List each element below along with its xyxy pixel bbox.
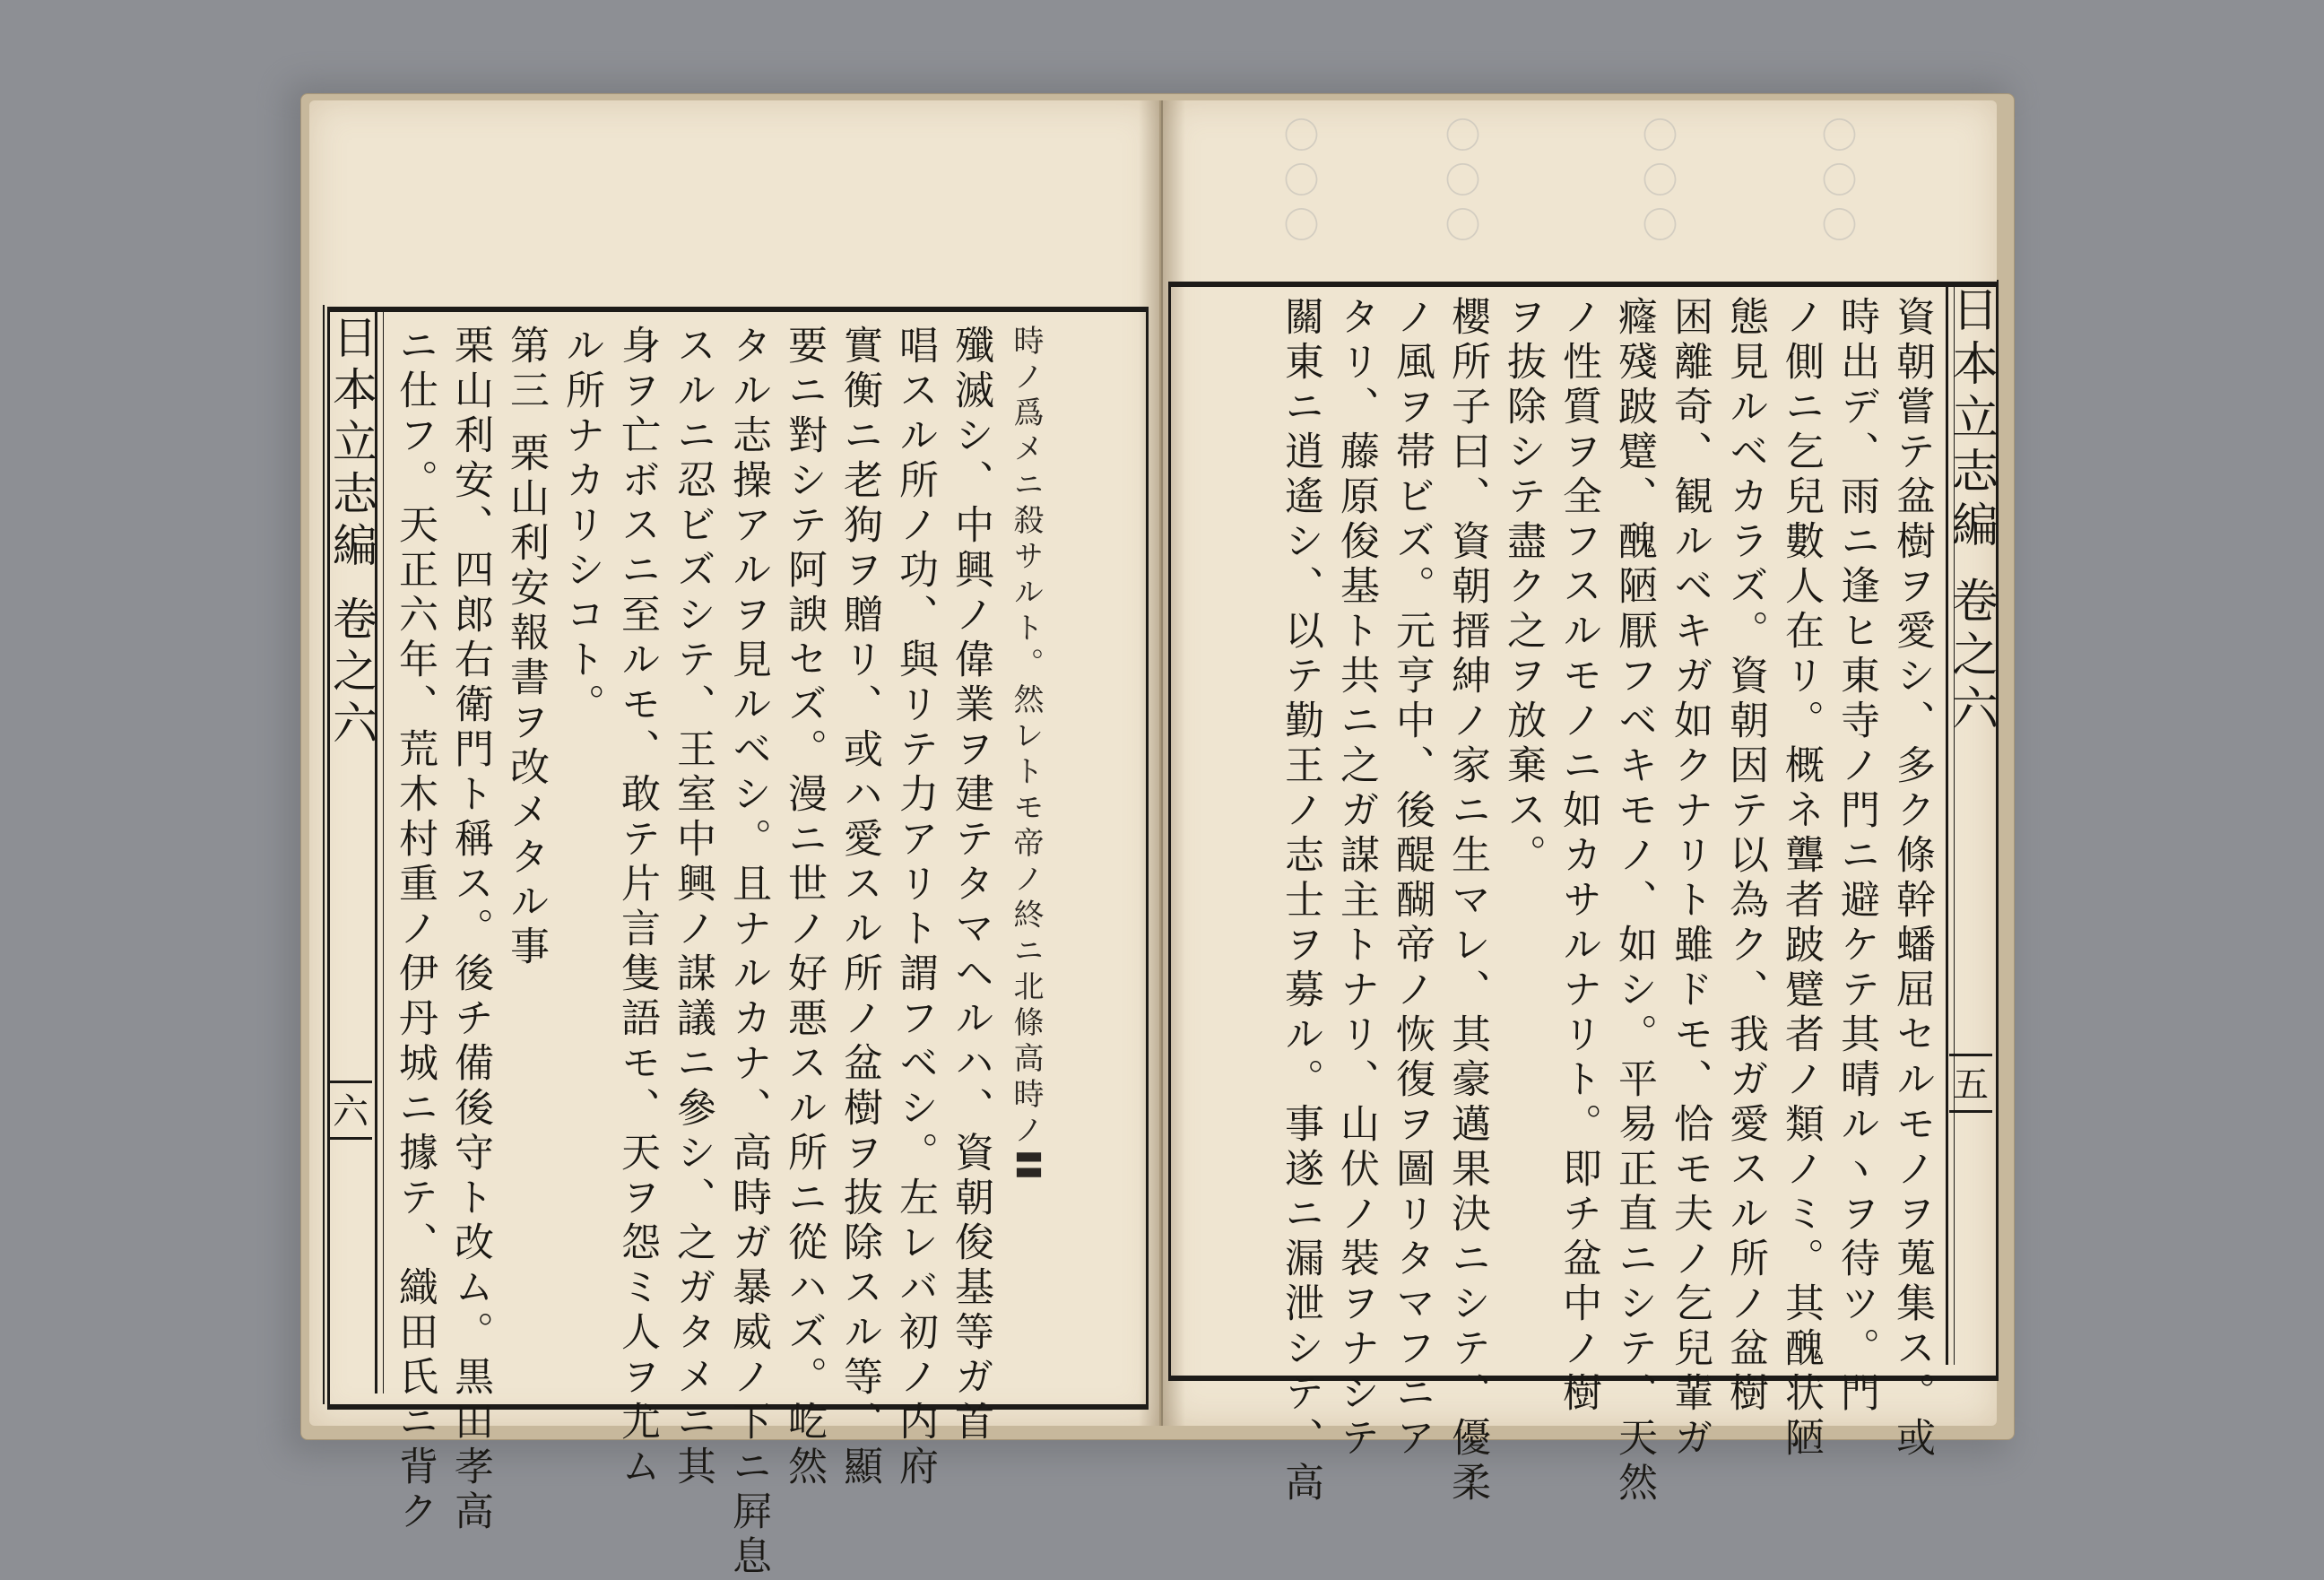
bleed-through-text: 〇〇〇	[1439, 117, 1480, 251]
text-column: ノ性質ヲ全フスルモノニ如カサルナリト。即チ盆中ノ樹	[1556, 296, 1601, 1417]
right-page-number: 五	[1949, 1054, 1992, 1113]
text-column: 時出デ、雨ニ逢ヒ東寺ノ門ニ避ケテ其晴ルヽヲ待ツ。門	[1834, 296, 1879, 1417]
text-column: 唱スル所ノ功、與リテ力アリト謂フベシ。左レバ初ノ内府	[892, 325, 938, 1490]
text-column: 實衡ニ老狗ヲ贈リ、或ハ愛スル所ノ盆樹ヲ抜除スル等、顯	[837, 325, 882, 1490]
bleed-through-text: 〇〇〇	[1816, 117, 1857, 251]
text-column: 櫻所子曰、資朝搢紳ノ家ニ生マレ、其豪邁果決ニシテ、優柔	[1444, 296, 1490, 1506]
text-column: ノ側ニ乞兒數人在リ。概ネ聾者跛躄者ノ類ノミ。其醜状陋	[1778, 296, 1824, 1462]
text-column: 困離奇、観ルベキガ如クナリト雖ドモ、恰モ夫ノ乞兒輩ガ	[1667, 296, 1713, 1462]
text-column: ヲ抜除シテ盡ク之ヲ放棄ス。	[1500, 296, 1546, 879]
right-page-text	[1271, 296, 1938, 1506]
bleed-through-text: 〇〇〇	[1636, 117, 1678, 251]
text-column: タリ、藤原俊基ト共ニ之ガ謀主トナリ、山伏ノ裝ヲナシテ	[1333, 296, 1379, 1462]
text-column: 身ヲ亡ボスニ至ルモ、敢テ片言隻語モ、天ヲ怨ミ人ヲ尤ム	[614, 325, 660, 1490]
text-column: スルニ忍ビズシテ、王室中興ノ謀議ニ參シ、之ガタメニ其	[670, 325, 715, 1490]
text-column: ル所ナカリシコト。	[559, 325, 604, 728]
text-column: 時ノ爲メニ殺サルト。然レトモ帝ノ終ニ北條高時ノ〓	[1008, 325, 1044, 1185]
right-page-header: 日本立志編 卷之六	[1943, 285, 1998, 738]
left-page-header: 日本立志編 卷之六	[325, 314, 377, 751]
bleed-through-text: 〇〇〇	[1278, 117, 1319, 251]
section-heading: 第三 栗山利安報書ヲ改メタル事	[503, 325, 549, 970]
left-page-number: 六	[329, 1081, 372, 1140]
text-column: 態見ルベカラズ。資朝因テ以為ク、我ガ愛スル所ノ盆樹	[1722, 296, 1768, 1417]
text-column: 癃殘跛躄、醜陋厭フベキモノ、如シ。平易正直ニシテ、天然	[1611, 296, 1657, 1506]
text-column: タル志操アルヲ見ルベシ。且ナルカナ、高時ガ暴威ノ下ニ屛息	[725, 325, 771, 1580]
text-column: 殲滅シ、中興ノ偉業ヲ建テタマヘルハ、資朝俊基等ガ首	[948, 325, 993, 1445]
text-column: 要ニ對シテ阿諛セズ。漫ニ世ノ好悪スル所ニ從ハズ。屹然	[781, 325, 827, 1490]
text-column: 栗山利安、四郎右衛門ト稱ス。後チ備後守ト改ム。黒田孝高	[447, 325, 493, 1535]
text-column: 資朝嘗テ盆樹ヲ愛シ、多ク條幹蟠屈セルモノヲ蒐集ス。或	[1889, 296, 1935, 1462]
text-column: ニ仕フ。天正六年、荒木村重ノ伊丹城ニ據テ、織田氏ニ背ク	[392, 325, 438, 1535]
text-column: 關東ニ逍遙シ、以テ勤王ノ志士ヲ募ル。事遂ニ漏泄シテ、高	[1278, 296, 1323, 1506]
left-page-text	[386, 325, 1053, 1580]
text-column: ノ風ヲ帯ビズ。元亨中、後醍醐帝ノ恢復ヲ圖リタマフニア	[1389, 296, 1435, 1462]
